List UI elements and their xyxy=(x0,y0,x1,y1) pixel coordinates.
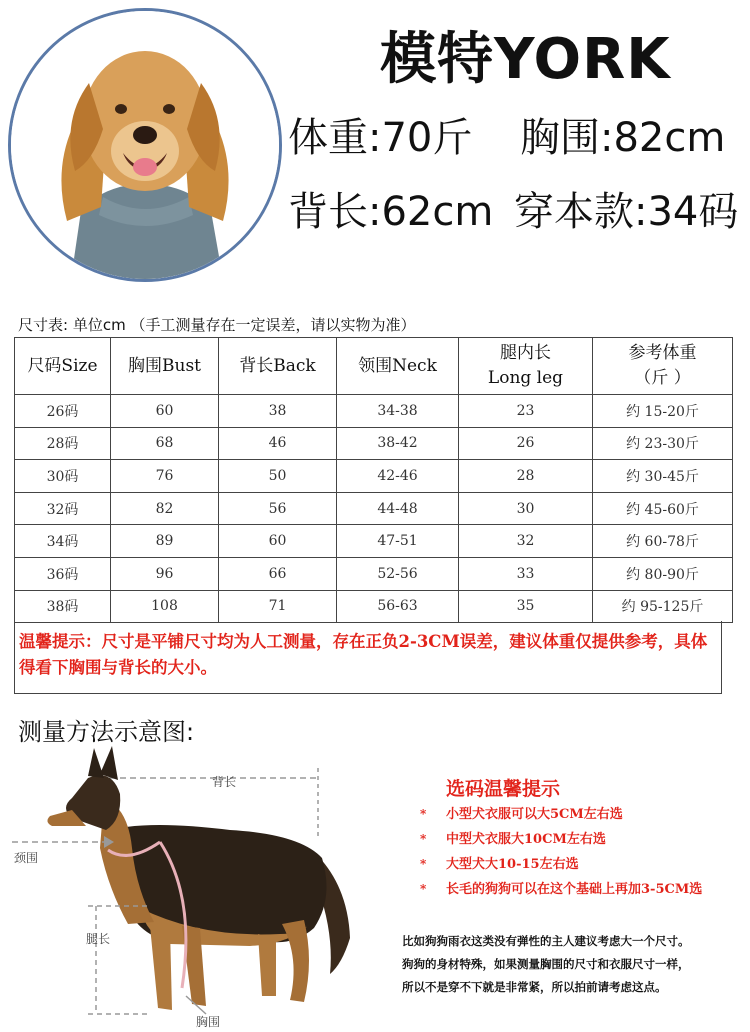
size-table-caption: 尺寸表: 单位cm （手工测量存在一定误差，请以实物为准） xyxy=(18,316,416,334)
tips-list xyxy=(420,802,702,902)
cell-bust: 68 xyxy=(111,427,219,460)
table-row xyxy=(15,525,733,558)
cell-leg: 33 xyxy=(459,557,593,590)
cell-leg: 35 xyxy=(459,590,593,623)
method-heading: 测量方法示意图: xyxy=(18,718,195,746)
note-line: 所以不是穿不下就是非常紧，所以拍前请考虑这点。 xyxy=(402,980,667,994)
cell-weight: 约 80-90斤 xyxy=(593,557,733,590)
cell-bust: 60 xyxy=(111,395,219,428)
dog-silhouette xyxy=(47,746,350,1010)
size-table xyxy=(14,337,733,623)
model-weight: 体重:70斤 xyxy=(288,115,473,161)
cell-size: 38码 xyxy=(15,590,111,623)
cell-size: 32码 xyxy=(15,492,111,525)
cell-neck: 44-48 xyxy=(337,492,459,525)
cell-neck: 47-51 xyxy=(337,525,459,558)
cell-back: 38 xyxy=(219,395,337,428)
leg-label: 腿长 xyxy=(86,932,111,946)
table-row xyxy=(15,395,733,428)
tips-title: 选码温馨提示 xyxy=(446,778,561,800)
cell-back: 50 xyxy=(219,460,337,493)
model-dog-photo xyxy=(8,8,282,282)
header-neck: 领围Neck xyxy=(337,338,459,395)
cell-back: 71 xyxy=(219,590,337,623)
cell-neck: 56-63 xyxy=(337,590,459,623)
note-line: 狗狗的身材特殊，如果测量胸围的尺寸和衣服尺寸一样， xyxy=(402,957,690,971)
cell-weight: 约 60-78斤 xyxy=(593,525,733,558)
asterisk-icon: * xyxy=(420,857,427,871)
note-line: 比如狗狗雨衣这类没有弹性的主人建议考虑大一个尺寸。 xyxy=(402,934,690,948)
cell-back: 66 xyxy=(219,557,337,590)
cell-bust: 82 xyxy=(111,492,219,525)
cell-leg: 28 xyxy=(459,460,593,493)
table-row xyxy=(15,492,733,525)
list-item: * 小型犬衣服可以大5CM左右选 xyxy=(420,802,702,827)
asterisk-icon: * xyxy=(420,807,427,821)
table-row xyxy=(15,557,733,590)
cell-size: 30码 xyxy=(15,460,111,493)
cell-leg: 30 xyxy=(459,492,593,525)
measurement-diagram xyxy=(0,738,400,1028)
header-back: 背长Back xyxy=(219,338,337,395)
neck-label: 颈围 xyxy=(14,851,39,865)
table-row xyxy=(15,460,733,493)
cell-back: 60 xyxy=(219,525,337,558)
cell-bust: 108 xyxy=(111,590,219,623)
chest-label: 胸围 xyxy=(196,1015,221,1028)
size-notice: 温馨提示：尺寸是平铺尺寸均为人工测量，存在正负2-3CM误差，建议体重仅提供参考，具体得看下胸围与背长的大小。 xyxy=(14,621,722,694)
header-leg: 腿内长 Long leg xyxy=(459,338,593,395)
cell-leg: 26 xyxy=(459,427,593,460)
cell-size: 36码 xyxy=(15,557,111,590)
cell-bust: 89 xyxy=(111,525,219,558)
header-weight: 参考体重 （斤 ） xyxy=(593,338,733,395)
header-size: 尺码Size xyxy=(15,338,111,395)
cell-leg: 32 xyxy=(459,525,593,558)
cell-weight: 约 45-60斤 xyxy=(593,492,733,525)
asterisk-icon: * xyxy=(420,832,427,846)
list-item: * 大型犬大10-15左右选 xyxy=(420,852,702,877)
size-table-header-row xyxy=(15,338,733,395)
cell-back: 56 xyxy=(219,492,337,525)
cell-weight: 约 23-30斤 xyxy=(593,427,733,460)
asterisk-icon: * xyxy=(420,882,427,896)
cell-weight: 约 95-125斤 xyxy=(593,590,733,623)
cell-size: 34码 xyxy=(15,525,111,558)
golden-retriever-illustration xyxy=(11,11,279,279)
back-length-label: 背长 xyxy=(211,775,237,789)
cell-weight: 约 15-20斤 xyxy=(593,395,733,428)
table-row xyxy=(15,590,733,623)
cell-back: 46 xyxy=(219,427,337,460)
model-back-length: 背长:62cm xyxy=(288,189,494,235)
bottom-note xyxy=(402,930,748,999)
table-row xyxy=(15,427,733,460)
model-size-worn: 穿本款:34码 xyxy=(514,189,739,235)
cell-size: 28码 xyxy=(15,427,111,460)
header-bust: 胸围Bust xyxy=(111,338,219,395)
cell-neck: 42-46 xyxy=(337,460,459,493)
cell-neck: 34-38 xyxy=(337,395,459,428)
list-item: * 长毛的狗狗可以在这个基础上再加3-5CM选 xyxy=(420,877,702,902)
cell-bust: 76 xyxy=(111,460,219,493)
cell-neck: 38-42 xyxy=(337,427,459,460)
cell-neck: 52-56 xyxy=(337,557,459,590)
cell-bust: 96 xyxy=(111,557,219,590)
cell-size: 26码 xyxy=(15,395,111,428)
model-name-title: 模特YORK xyxy=(380,27,671,92)
cell-weight: 约 30-45斤 xyxy=(593,460,733,493)
list-item: * 中型犬衣服大10CM左右选 xyxy=(420,827,702,852)
model-chest: 胸围:82cm xyxy=(520,115,726,161)
cell-leg: 23 xyxy=(459,395,593,428)
